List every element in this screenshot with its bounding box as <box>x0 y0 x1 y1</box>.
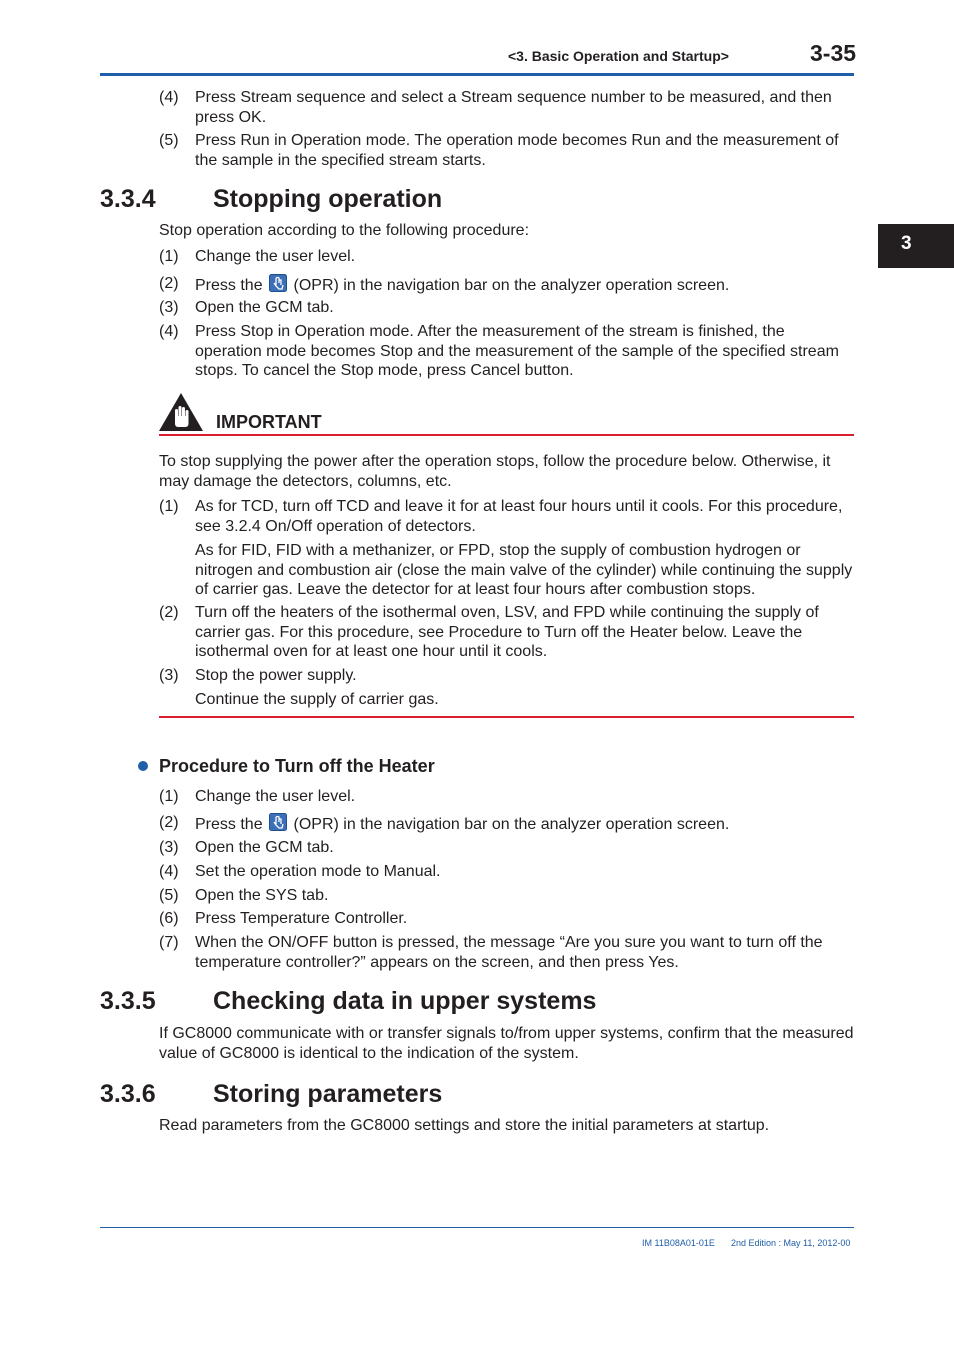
step-number: (3) <box>159 667 179 684</box>
important-intro: To stop supplying the power after the operation stops, follow the procedure below. Otherwise, it may damage the detectors, columns, etc. <box>159 453 831 490</box>
opr-icon <box>269 274 287 292</box>
step-text <box>195 274 854 296</box>
step-number: (1) <box>159 498 179 515</box>
section-body: If GC8000 communicate with or transfer signals to/from upper systems, confirm that the measured value of GC8000 is identical to the indication of the system. <box>159 1025 854 1062</box>
step-text: Stop the power supply. <box>195 667 357 684</box>
list-item <box>159 497 854 536</box>
footer-edition: 2nd Edition : May 11, 2012-00 <box>731 1238 851 1248</box>
list-item <box>159 603 854 662</box>
section-title: Checking data in upper systems <box>213 987 597 1015</box>
page-number: 3-35 <box>810 40 857 66</box>
step-number: (5) <box>159 132 179 149</box>
list-item <box>159 787 854 807</box>
step-text: Press Stop in Operation mode. After the measurement of the stream is finished, the operation mode becomes Stop and the measurement of the sample of the specified stream stops. To cancel the Stop mode, press Cancel button. <box>195 323 839 379</box>
step-number: (3) <box>159 299 179 316</box>
step-text: Change the user level. <box>195 248 356 265</box>
chapter-tab <box>878 224 954 268</box>
step-number: (2) <box>159 814 179 831</box>
step-number: (6) <box>159 910 179 927</box>
list-item <box>159 247 854 267</box>
step-text: Press Stream sequence and select a Stream sequence number to be measured, and then press OK. <box>195 89 832 126</box>
list-item <box>159 838 854 858</box>
list-item <box>159 88 854 127</box>
running-header-title: <3. Basic Operation and Startup> <box>508 48 729 64</box>
step-number: (7) <box>159 934 179 951</box>
opr-icon <box>269 813 287 831</box>
list-item <box>159 933 854 972</box>
step-number: (2) <box>159 604 179 621</box>
section-number: 3.3.5 <box>100 987 156 1015</box>
list-item <box>159 131 854 170</box>
step-number: (1) <box>159 248 179 265</box>
step-text: Open the GCM tab. <box>195 299 334 316</box>
step-number: (5) <box>159 887 179 904</box>
step-continuation: Continue the supply of carrier gas. <box>195 691 439 708</box>
list-item <box>159 909 854 929</box>
section-title: Stopping operation <box>213 185 443 213</box>
list-item <box>159 886 854 906</box>
important-top-rule <box>159 434 854 436</box>
footer-doc-id: IM 11B08A01-01E <box>642 1238 715 1248</box>
list-item <box>159 813 854 835</box>
step-number: (4) <box>159 323 179 340</box>
step-text: Press Run in Operation mode. The operation mode becomes Run and the measurement of the sample in the specified stream starts. <box>195 132 839 169</box>
step-text-before: Press the <box>195 816 263 833</box>
step-continuation: As for FID, FID with a methanizer, or FPD, stop the supply of combustion hydrogen or nitrogen and combustion air (close the main valve of the cylinder) while continuing the supply of carrier gas. Leave the detector for at least four hours after combustion stops. <box>195 542 853 598</box>
subsection-title: Procedure to Turn off the Heater <box>159 756 435 776</box>
list-item <box>159 298 854 318</box>
step-text: Open the GCM tab. <box>195 839 334 856</box>
chapter-tab-number: 3 <box>901 233 912 254</box>
section-body: Read parameters from the GC8000 settings and store the initial parameters at startup. <box>159 1117 770 1134</box>
section-number: 3.3.4 <box>100 185 156 213</box>
section-title: Storing parameters <box>213 1080 443 1108</box>
list-item <box>159 274 854 296</box>
footer-rule <box>100 1227 854 1228</box>
warning-hand-icon <box>158 392 204 432</box>
bullet-icon <box>138 761 148 771</box>
step-text: Open the SYS tab. <box>195 887 329 904</box>
step-text-before: Press the <box>195 277 263 294</box>
step-text: When the ON/OFF button is pressed, the message “Are you sure you want to turn off the temperature controller?” appears on the screen, and then press Yes. <box>195 934 823 971</box>
step-text: Set the operation mode to Manual. <box>195 863 441 880</box>
step-number: (4) <box>159 863 179 880</box>
header-rule <box>100 73 854 76</box>
step-number: (3) <box>159 839 179 856</box>
step-text <box>195 813 854 835</box>
step-number: (1) <box>159 788 179 805</box>
important-bottom-rule <box>159 716 854 718</box>
step-number: (2) <box>159 275 179 292</box>
step-text: Change the user level. <box>195 788 356 805</box>
list-item <box>159 322 854 381</box>
important-label: IMPORTANT <box>216 412 322 432</box>
step-text: Press Temperature Controller. <box>195 910 408 927</box>
section-number: 3.3.6 <box>100 1080 156 1108</box>
step-text-after: (OPR) in the navigation bar on the analyzer operation screen. <box>293 816 730 833</box>
list-item <box>159 862 854 882</box>
step-number: (4) <box>159 89 179 106</box>
step-text: Turn off the heaters of the isothermal oven, LSV, and FPD while continuing the supply of carrier gas. For this procedure, see Procedure to Turn off the Heater below. Leave the isothermal oven for at least one hour until it cools. <box>195 604 819 660</box>
section-intro: Stop operation according to the following procedure: <box>159 222 530 239</box>
step-text-after: (OPR) in the navigation bar on the analyzer operation screen. <box>293 277 730 294</box>
list-item <box>159 666 854 686</box>
step-text: As for TCD, turn off TCD and leave it for at least four hours until it cools. For this procedure, see 3.2.4 On/Off operation of detectors. <box>195 498 843 535</box>
